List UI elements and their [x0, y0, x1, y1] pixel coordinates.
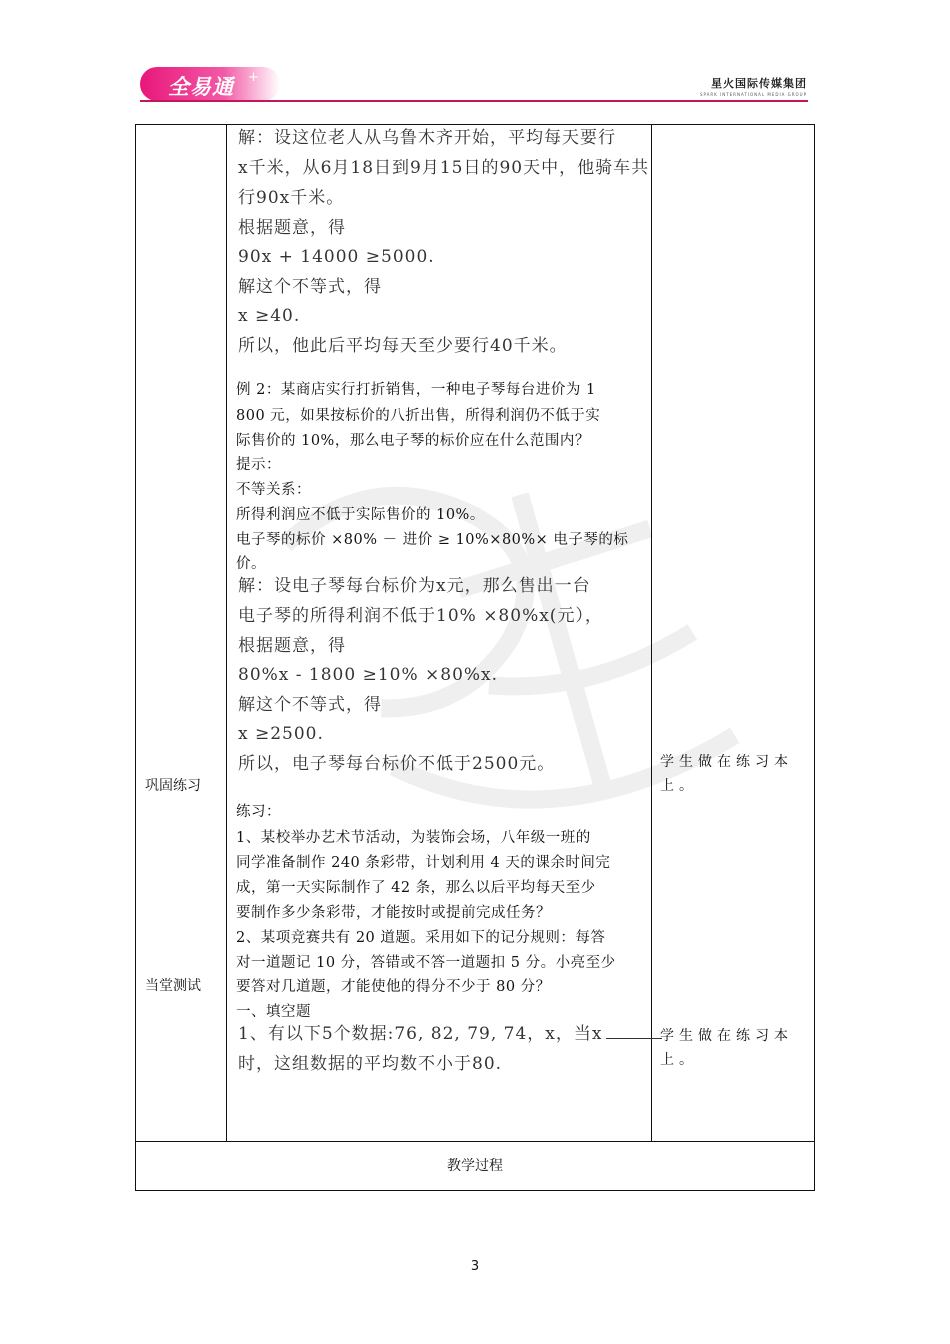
- solution2-line7: 所以，电子琴每台标价不低于2500元。: [238, 754, 556, 774]
- solution2-line6: x ≥2500.: [238, 724, 324, 744]
- page-number: 3: [470, 1259, 480, 1274]
- example2-line6: 所得利润应不低于实际售价的 10%。: [236, 507, 485, 523]
- publisher-name-cn: 星火国际传媒集团: [711, 77, 807, 90]
- footer-row-label: 教学过程: [447, 1158, 503, 1174]
- student-note-1: 学生做在练习本上。: [660, 754, 793, 794]
- exercise-line2: 1、某校举办艺术节活动，为装饰会场，八年级一班的: [236, 830, 591, 846]
- fill-blank-line2: 时，这组数据的平均数不小于80.: [238, 1054, 503, 1074]
- column-divider-2: [651, 124, 652, 1141]
- solution2-line2: 电子琴的所得利润不低于10% ×80%x(元），: [238, 606, 603, 626]
- exercise-line8: 要答对几道题，才能使他的得分不少于 80 分？: [236, 979, 551, 995]
- solution1-line7: x ≥40.: [238, 306, 301, 326]
- example2-line5: 不等关系：: [236, 482, 311, 498]
- exercise-line4: 成，第一天实际制作了 42 条，那么以后平均每天至少: [236, 880, 596, 896]
- exercise-line1: 练习：: [236, 804, 281, 820]
- solution2-line3: 根据题意，得: [238, 636, 346, 656]
- row-label-consolidation: 巩固练习: [145, 778, 201, 794]
- logo-star-icon: +: [248, 70, 259, 85]
- solution1-line8: 所以，他此后平均每天至少要行40千米。: [238, 336, 568, 356]
- exercise-line5: 要制作多少条彩带，才能按时或提前完成任务？: [236, 905, 551, 921]
- publisher-name-en: SPARK INTERNATIONAL MEDIA GROUP: [699, 92, 807, 97]
- student-note-2: 学生做在练习本上。: [660, 1028, 793, 1068]
- exercise-line6: 2、某项竞赛共有 20 道题。采用如下的记分规则：每答: [236, 930, 606, 946]
- solution1-line6: 解这个不等式，得: [238, 277, 382, 297]
- example2-line7: 电子琴的标价 ×80% － 进价 ≥ 10%×80%× 电子琴的标: [236, 532, 629, 548]
- answer-blank[interactable]: [606, 1022, 662, 1039]
- example2-line1: 例 2：某商店实行打折销售，一种电子琴每台进价为 1: [236, 382, 596, 398]
- column-divider-1: [226, 124, 227, 1141]
- solution2-line4: 80%x - 1800 ≥10% ×80%x.: [238, 665, 499, 685]
- solution1-line1: 解：设这位老人从乌鲁木齐开始，平均每天要行: [238, 128, 616, 148]
- exercise-line7: 对一道题记 10 分，答错或不答一道题扣 5 分。小亮至少: [236, 955, 616, 971]
- logo-text: 全易通: [168, 75, 234, 99]
- row-label-class-test: 当堂测试: [145, 978, 201, 994]
- fill-blank-line1: [238, 1019, 666, 1049]
- solution1-line4: 根据题意，得: [238, 218, 346, 238]
- example2-line4: 提示：: [236, 457, 281, 473]
- solution1-line3: 行90x千米。: [238, 188, 345, 208]
- solution2-line1: 解：设电子琴每台标价为x元，那么售出一台: [238, 576, 591, 596]
- example2-line3: 际售价的 10%，那么电子琴的标价应在什么范围内？: [236, 433, 590, 449]
- brand-logo: [140, 67, 280, 101]
- example2-line8: 价。: [236, 556, 266, 572]
- exercise-line3: 同学准备制作 240 条彩带，计划利用 4 天的课余时间完: [236, 855, 611, 871]
- example2-line2: 800 元，如果按标价的八折出售，所得利润仍不低于实: [236, 408, 601, 424]
- solution2-line5: 解这个不等式，得: [238, 695, 382, 715]
- publisher-brand: [700, 75, 807, 97]
- solution1-line5: 90x + 14000 ≥5000.: [238, 247, 435, 267]
- fill-blank-question: 1、有以下5个数据:76, 82, 79, 74，x，当x: [238, 1024, 603, 1044]
- solution1-line2: x千米，从6月18日到9月15日的90天中，他骑车共: [238, 158, 650, 178]
- exercise-line9: 一、填空题: [236, 1004, 311, 1020]
- header-divider: [140, 100, 808, 102]
